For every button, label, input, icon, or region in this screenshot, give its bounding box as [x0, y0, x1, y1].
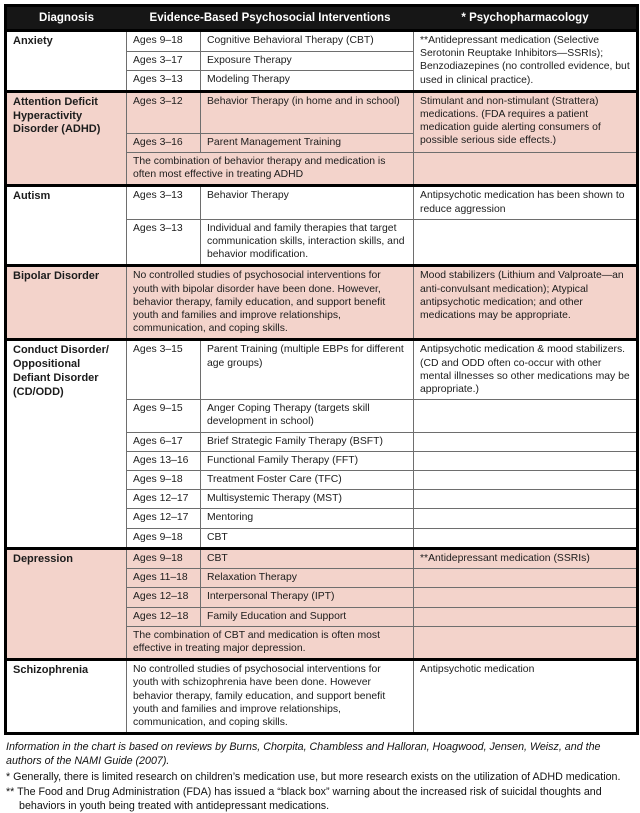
pharma-cell-empty — [414, 471, 638, 490]
pharma-cell: Stimulant and non-stimulant (Strattera) medications. (FDA requires a patient medication guide alerting consumers of possible serious side effects.) — [414, 91, 638, 152]
table-row — [6, 186, 638, 219]
age-cell: Ages 3–17 — [127, 51, 201, 71]
therapy-cell: Behavior Therapy — [201, 186, 414, 219]
therapy-cell: Functional Family Therapy (FFT) — [201, 451, 414, 470]
pharma-cell-empty — [414, 219, 638, 266]
age-cell: Ages 9–18 — [127, 548, 201, 568]
table-row — [6, 91, 638, 133]
pharma-cell-empty — [414, 400, 638, 432]
table-row — [6, 31, 638, 52]
diagnosis-cell: Schizophrenia — [6, 660, 127, 734]
age-cell: Ages 3–15 — [127, 340, 201, 400]
therapy-cell: Treatment Foster Care (TFC) — [201, 471, 414, 490]
note-cell: No controlled studies of psychosocial interventions for youth with bipolar disorder have been done. However, behavior therapy, family education, and support benefit youth and families and improve relationships, communication, and coping skills. — [127, 266, 414, 340]
therapy-cell: Cognitive Behavioral Therapy (CBT) — [201, 31, 414, 52]
therapy-cell: Individual and family therapies that target communication skills, interaction skills, and behavior modification. — [201, 219, 414, 266]
therapy-cell: Interpersonal Therapy (IPT) — [201, 588, 414, 607]
age-cell: Ages 12–18 — [127, 588, 201, 607]
note-cell: The combination of CBT and medication is often most effective in treating major depression. — [127, 626, 414, 659]
therapy-cell: CBT — [201, 528, 414, 548]
diagnosis-cell: Conduct Disorder/​Oppositional Defiant Disorder (CD/ODD) — [6, 340, 127, 548]
age-cell: Ages 3–13 — [127, 186, 201, 219]
pharma-cell: Antipsychotic medication — [414, 660, 638, 734]
therapy-cell: Modeling Therapy — [201, 71, 414, 92]
therapy-cell: Exposure Therapy — [201, 51, 414, 71]
age-cell: Ages 12–18 — [127, 607, 201, 626]
diagnosis-cell: Attention Deficit Hyperactivity Disorder (ADHD) — [6, 91, 127, 186]
pharma-cell-empty — [414, 451, 638, 470]
header-row — [6, 6, 638, 31]
age-cell: Ages 3–12 — [127, 91, 201, 133]
age-cell: Ages 3–16 — [127, 133, 201, 152]
therapy-cell: Multisystemic Therapy (MST) — [201, 490, 414, 509]
age-cell: Ages 12–17 — [127, 509, 201, 528]
therapy-cell: Relaxation Therapy — [201, 569, 414, 588]
therapy-cell: Parent Training (multiple EBPs for different age groups) — [201, 340, 414, 400]
pharma-cell: Mood stabilizers (Lithium and Valproate—an anti-convulsant medication); Atypical antipsychotic medication; and other medications may be appropriate. — [414, 266, 638, 340]
pharma-cell-empty — [414, 588, 638, 607]
pharma-cell: Antipsychotic medication has been shown to reduce aggression — [414, 186, 638, 219]
pharma-cell-empty — [414, 432, 638, 451]
pharma-cell: Antipsychotic medication & mood stabilizers. (CD and ODD often co-occur with other mental illnesses so other medications may be appropriate.) — [414, 340, 638, 400]
pharma-cell-empty — [414, 626, 638, 659]
note-cell: The combination of behavior therapy and medication is often most effective in treating ADHD — [127, 153, 414, 186]
therapy-cell: Anger Coping Therapy (targets skill development in school) — [201, 400, 414, 432]
header-diagnosis: Diagnosis — [6, 6, 127, 31]
table-row — [6, 266, 638, 340]
footnote-source: Information in the chart is based on reviews by Burns, Chorpita, Chambless and Halloran, Hoagwood, Jensen, Weisz, and the authors of the NAMI Guide (2007). — [6, 741, 601, 768]
footnote-double-asterisk: ** The Food and Drug Administration (FDA) has issued a “black box” warning about the increased risk of suicidal thoughts and behaviors in youth being treated with antidepressant medications. — [6, 785, 602, 812]
age-cell: Ages 9–15 — [127, 400, 201, 432]
diagnosis-cell: Bipolar Disorder — [6, 266, 127, 340]
therapy-cell: CBT — [201, 548, 414, 568]
age-cell: Ages 9–18 — [127, 471, 201, 490]
pharma-cell: **Antidepressant medication (Selective Serotonin Reuptake Inhibitors—SSRIs); Benzodiazepines (no controlled evidence, but used in clinical practice). — [414, 31, 638, 92]
therapy-cell: Behavior Therapy (in home and in school) — [201, 91, 414, 133]
pharma-cell-empty — [414, 490, 638, 509]
pharma-cell: **Antidepressant medication (SSRIs) — [414, 548, 638, 568]
table-row — [6, 548, 638, 568]
therapy-cell: Parent Management Training — [201, 133, 414, 152]
age-cell: Ages 12–17 — [127, 490, 201, 509]
table-row — [6, 660, 638, 734]
therapy-cell: Family Education and Support — [201, 607, 414, 626]
diagnosis-cell: Anxiety — [6, 31, 127, 92]
age-cell: Ages 13–16 — [127, 451, 201, 470]
diagnosis-cell: Depression — [6, 548, 127, 659]
note-cell: No controlled studies of psychosocial interventions for youth with schizophrenia have been done. However behavior therapy, family education, and support benefit youth and families and improve relationships, communication, and coping skills. — [127, 660, 414, 734]
therapy-cell: Brief Strategic Family Therapy (BSFT) — [201, 432, 414, 451]
age-cell: Ages 3–13 — [127, 219, 201, 266]
age-cell: Ages 9–18 — [127, 528, 201, 548]
age-cell: Ages 9–18 — [127, 31, 201, 52]
diagnosis-cell: Autism — [6, 186, 127, 266]
pharma-cell-empty — [414, 607, 638, 626]
pharma-cell-empty — [414, 153, 638, 186]
table-row — [6, 340, 638, 400]
age-cell: Ages 6–17 — [127, 432, 201, 451]
pharma-cell-empty — [414, 528, 638, 548]
age-cell: Ages 3–13 — [127, 71, 201, 92]
header-interventions: Evidence-Based Psychosocial Interventions — [127, 6, 414, 31]
pharma-cell-empty — [414, 569, 638, 588]
pharma-cell-empty — [414, 509, 638, 528]
age-cell: Ages 11–18 — [127, 569, 201, 588]
footnote-single-asterisk: * Generally, there is limited research on children’s medication use, but more research exists on the utilization of ADHD medication. — [6, 771, 621, 784]
treatment-chart-table — [4, 4, 639, 735]
therapy-cell: Mentoring — [201, 509, 414, 528]
footnotes — [4, 735, 636, 813]
header-psychopharmacology: * Psychopharmacology — [414, 6, 638, 31]
